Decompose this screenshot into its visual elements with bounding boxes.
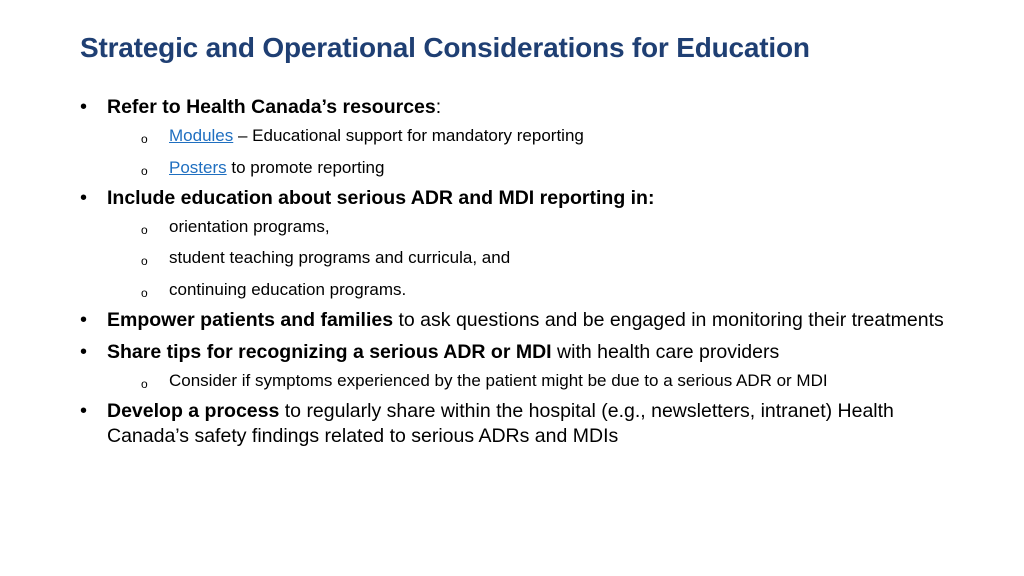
slide-title: Strategic and Operational Considerations for Education (80, 32, 810, 63)
sub-item-text: – Educational support for mandatory reporting (233, 126, 584, 145)
sub-item-modules (107, 125, 980, 147)
bullet-text: to ask questions and be engaged in monitoring their treatments (393, 308, 944, 331)
sub-item-text: student teaching programs and curricula, and (169, 248, 511, 267)
bullet-develop-process (80, 399, 980, 449)
sub-item (107, 216, 980, 238)
sub-list (107, 370, 980, 392)
sub-item-text: Consider if symptoms experienced by the patient might be due to a serious ADR or MDI (169, 370, 828, 390)
sub-item-posters (107, 157, 980, 179)
bullet-refer-resources (80, 95, 980, 179)
bullet-empower-patients (80, 308, 980, 333)
sub-item-text: orientation programs, (169, 216, 330, 236)
sub-item (107, 370, 980, 392)
bullet-text: with health care providers (551, 340, 780, 363)
bullet-text: : (435, 96, 442, 118)
bullet-include-education (80, 186, 980, 301)
bullet-bold-text: Include education about serious ADR and MDI reporting in: (107, 186, 655, 209)
bullet-list (80, 95, 980, 456)
bullet-share-tips (80, 340, 980, 392)
modules-link[interactable]: Modules (169, 126, 234, 145)
sub-item (107, 279, 980, 301)
bullet-bold-text: Refer to Health Canada’s resources (107, 96, 436, 118)
sub-item (107, 247, 980, 269)
bullet-text: to regularly share within the hospital (e.g., newsletters, intranet) Health Canada’s safety findings related to serious ADRs and MDIs (107, 399, 894, 447)
posters-link[interactable]: Posters (169, 157, 227, 177)
bullet-bold-text: Empower patients and families (107, 308, 394, 331)
sub-list (107, 216, 980, 301)
sub-item-text: continuing education programs. (169, 279, 407, 299)
bullet-bold-text: Share tips for recognizing a serious ADR or MDI (107, 340, 552, 363)
bullet-bold-text: Develop a process (107, 399, 280, 422)
sub-list (107, 125, 980, 179)
sub-item-text: to promote reporting (226, 157, 385, 177)
